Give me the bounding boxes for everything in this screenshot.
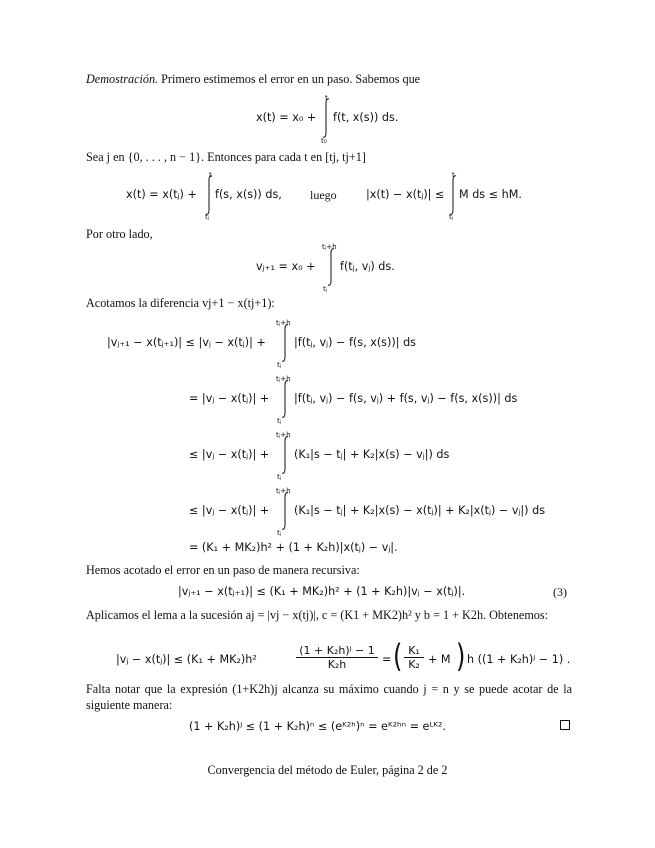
chain-row-4-upper: tⱼ+h <box>276 486 291 495</box>
chain-row-4-lower: tⱼ <box>277 528 282 537</box>
qed-square-icon <box>560 720 570 730</box>
lemma-paren-tail: + M <box>428 653 451 666</box>
chain-row-1-upper: tⱼ+h <box>276 318 291 327</box>
lemma-tail: h ((1 + K₂h)ʲ − 1) . <box>467 653 571 666</box>
final-inequality: (1 + K₂h)ʲ ≤ (1 + K₂h)ⁿ ≤ (eᴷ²ʰ)ⁿ = eᴷ²ʰⁿ = eᴸᴷ². <box>189 720 446 733</box>
lemma-equals: = <box>382 653 392 666</box>
lemma-fraction-den: K₂h <box>327 658 347 671</box>
left-paren-icon: ( <box>393 637 403 675</box>
chain-row-3-upper: tⱼ+h <box>276 430 291 439</box>
eq3-lower: tⱼ <box>323 284 328 293</box>
chain-row-4-lhs: ≤ |vⱼ − x(tⱼ)| + <box>189 504 270 517</box>
eq2-lower2: tⱼ <box>449 212 454 221</box>
proof-intro <box>86 72 572 88</box>
eq2-lhs: x(t) = x(tⱼ) + <box>126 188 197 201</box>
chain-row-4-rhs: (K₁|s − tⱼ| + K₂|x(s) − x(tⱼ)| + K₂|x(tⱼ) − vⱼ|) ds <box>294 504 546 517</box>
lemma-lhs: |vⱼ − x(tⱼ)| ≤ (K₁ + MK₂)h² <box>116 653 257 666</box>
chain-row-2-lower: tⱼ <box>277 416 282 425</box>
integral-sign-icon <box>281 492 289 530</box>
chain-row-1-lhs: |vⱼ₊₁ − x(tⱼ₊₁)| ≤ |vⱼ − x(tⱼ)| + <box>107 336 266 349</box>
paragraph-1: Primero estimemos el error en un paso. Sabemos que <box>161 72 421 86</box>
paragraph-2: Sea j en {0, . . . , n − 1}. Entonces para cada t en [tj, tj+1] <box>86 150 366 164</box>
recursive-inequality: |vⱼ₊₁ − x(tⱼ₊₁)| ≤ (K₁ + MK₂)h² + (1 + K₂h)|vⱼ − x(tⱼ)|. <box>178 585 466 598</box>
eq2-lhs2: |x(t) − x(tⱼ)| ≤ <box>366 188 445 201</box>
eq1-upper: t <box>325 93 328 102</box>
paragraph-5: Hemos acotado el error en un paso de manera recursiva: <box>86 563 360 577</box>
chain-row-3-lhs: ≤ |vⱼ − x(tⱼ)| + <box>189 448 270 461</box>
paragraph-4: Acotamos la diferencia vj+1 − x(tj+1): <box>86 296 275 310</box>
chain-row-2-upper: tⱼ+h <box>276 374 291 383</box>
integral-sign-icon <box>281 436 289 474</box>
paragraph-6: Aplicamos el lema a la sucesión aj = |vj − x(tj)|, c = (K1 + MK2)h² y b = 1 + K2h. Obtenemos: <box>86 608 549 622</box>
chain-row-5: = (K₁ + MK₂)h² + (1 + K₂h)|x(tⱼ) − vⱼ|. <box>189 541 398 554</box>
lemma-fraction-num: (1 + K₂h)ʲ − 1 <box>296 644 378 658</box>
integral-sign-icon <box>205 175 213 215</box>
chain-row-1-lower: tⱼ <box>277 360 282 369</box>
eq2-lower: tⱼ <box>205 212 210 221</box>
lemma-paren-fraction <box>404 644 424 671</box>
eq2-rhs: f(s, x(s)) ds, <box>215 188 282 201</box>
eq1-rhs: f(t, x(s)) ds. <box>333 111 399 124</box>
integral-sign-icon <box>449 175 457 215</box>
chain-row-3-lower: tⱼ <box>277 472 282 481</box>
lemma-paren-den: K₂ <box>408 658 420 671</box>
right-paren-icon: ) <box>456 637 466 675</box>
paragraph-7: Falta notar que la expresión (1+K2h)j alcanza su máximo cuando j = n y se puede acotar de la siguiente manera: <box>86 682 572 712</box>
eq3-lhs: vⱼ₊₁ = x₀ + <box>256 260 316 273</box>
eq2-upper2: t <box>452 170 455 179</box>
paragraph-3: Por otro lado, <box>86 227 153 241</box>
equation-number: (3) <box>553 585 567 599</box>
chain-row-3-rhs: (K₁|s − tⱼ| + K₂|x(s) − vⱼ|) ds <box>294 448 450 461</box>
eq2-rhs2: M ds ≤ hM. <box>459 188 522 201</box>
lemma-paren-num: K₁ <box>404 644 424 658</box>
chain-row-2-lhs: = |vⱼ − x(tⱼ)| + <box>189 392 270 405</box>
integral-sign-icon <box>327 248 335 286</box>
eq3-upper: tⱼ+h <box>322 242 337 251</box>
integral-sign-icon <box>281 380 289 418</box>
integral-sign-icon <box>281 324 289 362</box>
eq2-middle: luego <box>310 188 337 202</box>
eq1-lhs: x(t) = x₀ + <box>256 111 317 124</box>
lemma-fraction <box>296 644 378 671</box>
chain-row-2-rhs: |f(tⱼ, vⱼ) − f(s, vⱼ) + f(s, vⱼ) − f(s, x(s))| ds <box>294 392 518 405</box>
eq1-lower: t₀ <box>321 136 327 145</box>
page-footer: Convergencia del método de Euler, página 2 de 2 <box>207 763 448 777</box>
eq3-rhs: f(tⱼ, vⱼ) ds. <box>340 260 395 273</box>
eq2-upper: t <box>209 170 212 179</box>
integral-sign-icon <box>322 98 330 138</box>
demo-label: Demostración. <box>86 72 159 86</box>
chain-row-1-rhs: |f(tⱼ, vⱼ) − f(s, x(s))| ds <box>294 336 416 349</box>
